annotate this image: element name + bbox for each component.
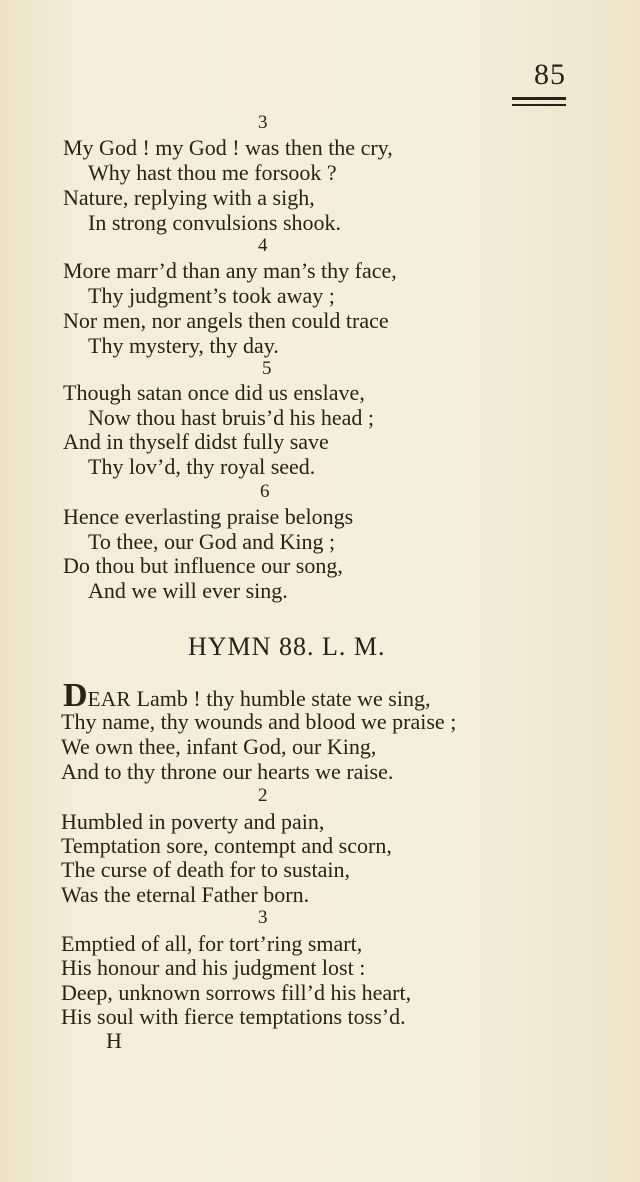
verse-line: We own thee, infant God, our King,	[61, 734, 377, 759]
stanza-number: 2	[258, 785, 268, 806]
verse-line: And we will ever sing.	[88, 578, 288, 603]
verse-line: Why hast thou me forsook ?	[88, 160, 337, 185]
stanza-number: 6	[260, 481, 270, 502]
verse-line: Thy lov’d, thy royal seed.	[88, 454, 316, 479]
page-number: 85	[534, 58, 566, 91]
verse-line: Hence everlasting praise belongs	[63, 504, 354, 529]
verse-line: Thy mystery, thy day.	[88, 333, 279, 358]
verse-line: Though satan once did us enslave,	[63, 380, 365, 405]
header-rule	[512, 97, 566, 106]
verse-line: To thee, our God and King ;	[88, 529, 336, 554]
verse-line: Humbled in poverty and pain,	[61, 809, 325, 834]
verse-line: His honour and his judgment lost :	[61, 955, 366, 980]
verse-line: Was the eternal Father born.	[61, 882, 310, 907]
verse-line: Temptation sore, contempt and scorn,	[61, 833, 392, 858]
stanza-number: 5	[262, 358, 272, 379]
hymn-title: HYMN 88. L. M.	[188, 632, 386, 661]
signature-mark: H	[106, 1028, 122, 1053]
first-word-smallcaps: EAR	[87, 687, 132, 711]
verse-line: Deep, unknown sorrows fill’d his heart,	[61, 980, 412, 1005]
first-line-rest: Lamb ! thy humble state we sing,	[131, 686, 431, 711]
verse-line: His soul with fierce temptations toss’d.	[61, 1004, 406, 1029]
drop-cap: D	[63, 677, 88, 714]
stanza-number: 4	[258, 235, 268, 256]
verse-line: Nature, replying with a sigh,	[63, 185, 315, 210]
verse-line: Emptied of all, for tort’ring smart,	[61, 931, 363, 956]
verse-line: Thy judgment’s took away ;	[88, 283, 335, 308]
verse-line: My God ! my God ! was then the cry,	[63, 135, 393, 160]
stanza-number: 3	[258, 907, 268, 928]
verse-line: Do thou but influence our song,	[63, 553, 343, 578]
verse-line: And in thyself didst fully save	[63, 429, 329, 454]
verse-line: Thy name, thy wounds and blood we praise ;	[61, 709, 457, 734]
stanza-number: 3	[258, 112, 268, 133]
verse-line-first	[63, 677, 431, 714]
verse-line: In strong convulsions shook.	[88, 210, 341, 235]
verse-line: And to thy throne our hearts we raise.	[61, 759, 394, 784]
verse-line: Now thou hast bruis’d his head ;	[88, 405, 374, 430]
verse-line: The curse of death for to sustain,	[61, 857, 350, 882]
verse-line: Nor men, nor angels then could trace	[63, 308, 389, 333]
verse-line: More marr’d than any man’s thy face,	[63, 258, 397, 283]
